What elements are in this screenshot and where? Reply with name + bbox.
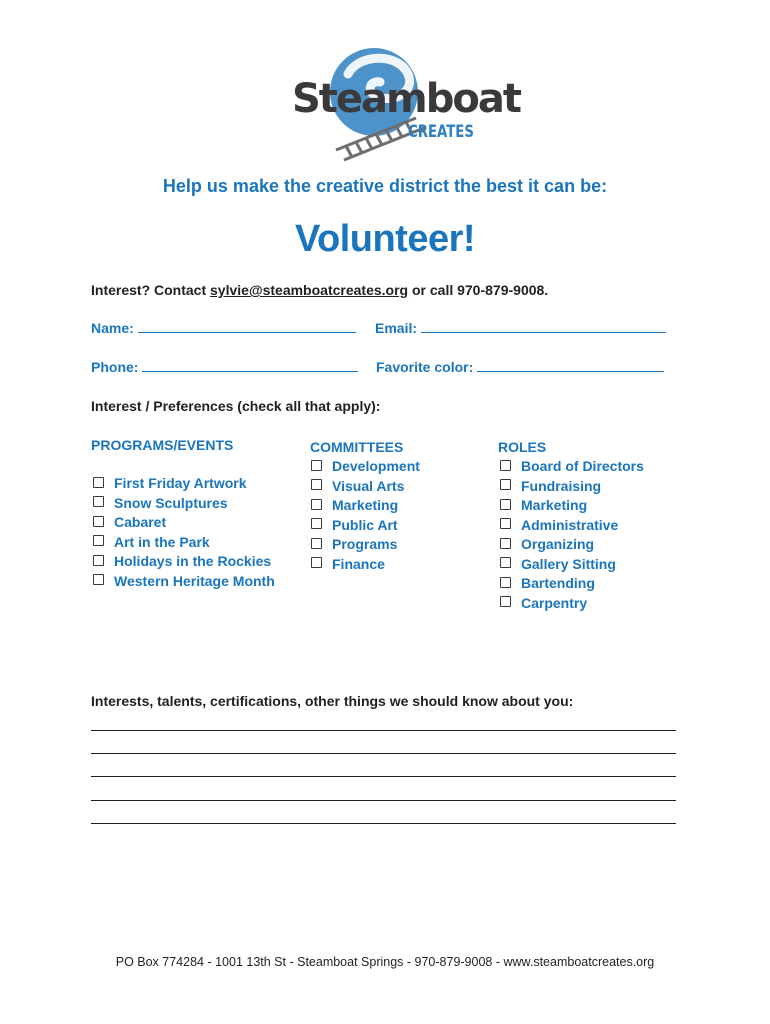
checkbox-icon[interactable] xyxy=(500,518,511,529)
list-item[interactable]: Western Heritage Month xyxy=(93,572,275,592)
list-item[interactable]: Organizing xyxy=(500,535,644,555)
checkbox-icon[interactable] xyxy=(93,574,104,585)
list-item[interactable]: Administrative xyxy=(500,516,644,536)
interests-heading: Interests, talents, certifications, other things we should know about you: xyxy=(91,693,574,709)
steamboat-creates-logo xyxy=(288,44,520,162)
footer-address: PO Box 774284 - 1001 13th St - Steamboat Springs - 970-879-9008 - www.steamboatcreates.org xyxy=(115,955,655,969)
checkbox-icon[interactable] xyxy=(311,460,322,471)
checkbox-icon[interactable] xyxy=(311,479,322,490)
writing-line[interactable] xyxy=(91,823,676,824)
checkbox-icon[interactable] xyxy=(311,518,322,529)
roles-list xyxy=(500,457,644,613)
list-item[interactable]: Visual Arts xyxy=(311,477,420,497)
checkbox-icon[interactable] xyxy=(500,557,511,568)
checkbox-icon[interactable] xyxy=(311,557,322,568)
checkbox-icon[interactable] xyxy=(311,499,322,510)
list-item[interactable]: Holidays in the Rockies xyxy=(93,552,275,572)
list-item[interactable]: Fundraising xyxy=(500,477,644,497)
list-item[interactable]: Board of Directors xyxy=(500,457,644,477)
checkbox-icon[interactable] xyxy=(500,538,511,549)
list-item[interactable]: Development xyxy=(311,457,420,477)
programs-list xyxy=(93,474,275,591)
checkbox-icon[interactable] xyxy=(500,479,511,490)
name-input-line[interactable] xyxy=(138,320,356,333)
list-item[interactable]: Gallery Sitting xyxy=(500,555,644,575)
committees-list xyxy=(311,457,420,574)
list-item[interactable]: First Friday Artwork xyxy=(93,474,275,494)
preferences-heading: Interest / Preferences (check all that apply): xyxy=(91,398,381,414)
roles-heading: ROLES xyxy=(498,439,547,455)
checkbox-icon[interactable] xyxy=(500,577,511,588)
programs-heading: PROGRAMS/EVENTS xyxy=(91,437,234,453)
list-item[interactable]: Art in the Park xyxy=(93,533,275,553)
email-field xyxy=(375,320,666,336)
list-item[interactable]: Snow Sculptures xyxy=(93,494,275,514)
email-input-line[interactable] xyxy=(421,320,666,333)
phone-input-line[interactable] xyxy=(142,359,358,372)
checkbox-icon[interactable] xyxy=(311,538,322,549)
list-item[interactable]: Programs xyxy=(311,535,420,555)
writing-line[interactable] xyxy=(91,776,676,777)
favorite-color-label: Favorite color: xyxy=(376,359,474,375)
contact-suffix: or call 970-879-9008. xyxy=(408,282,549,298)
list-item[interactable]: Bartending xyxy=(500,574,644,594)
writing-line[interactable] xyxy=(91,800,676,801)
writing-line[interactable] xyxy=(91,730,676,731)
checkbox-icon[interactable] xyxy=(93,555,104,566)
checkbox-icon[interactable] xyxy=(93,477,104,488)
contact-prefix: Interest? Contact xyxy=(91,282,211,298)
name-field xyxy=(91,320,356,336)
contact-email-link[interactable]: sylvie@steamboatcreates.org xyxy=(210,282,409,298)
list-item[interactable]: Cabaret xyxy=(93,513,275,533)
phone-field xyxy=(91,359,358,375)
list-item[interactable]: Marketing xyxy=(500,496,644,516)
logo-wordmark: Steamboat xyxy=(292,76,520,122)
name-label: Name: xyxy=(91,320,134,336)
contact-line xyxy=(91,282,548,298)
favorite-color-input-line[interactable] xyxy=(477,359,664,372)
checkbox-icon[interactable] xyxy=(500,499,511,510)
list-item[interactable]: Carpentry xyxy=(500,594,644,614)
checkbox-icon[interactable] xyxy=(500,596,511,607)
checkbox-icon[interactable] xyxy=(93,535,104,546)
page-title: Volunteer! xyxy=(294,218,476,260)
list-item[interactable]: Finance xyxy=(311,555,420,575)
email-label: Email: xyxy=(375,320,418,336)
logo-subtitle: CREATES xyxy=(408,122,474,142)
committees-heading: COMMITTEES xyxy=(310,439,404,455)
checkbox-icon[interactable] xyxy=(93,516,104,527)
tagline: Help us make the creative district the best it can be: xyxy=(162,176,608,196)
writing-line[interactable] xyxy=(91,753,676,754)
favorite-color-field xyxy=(376,359,664,375)
list-item[interactable]: Public Art xyxy=(311,516,420,536)
list-item[interactable]: Marketing xyxy=(311,496,420,516)
phone-label: Phone: xyxy=(91,359,139,375)
checkbox-icon[interactable] xyxy=(500,460,511,471)
checkbox-icon[interactable] xyxy=(93,496,104,507)
